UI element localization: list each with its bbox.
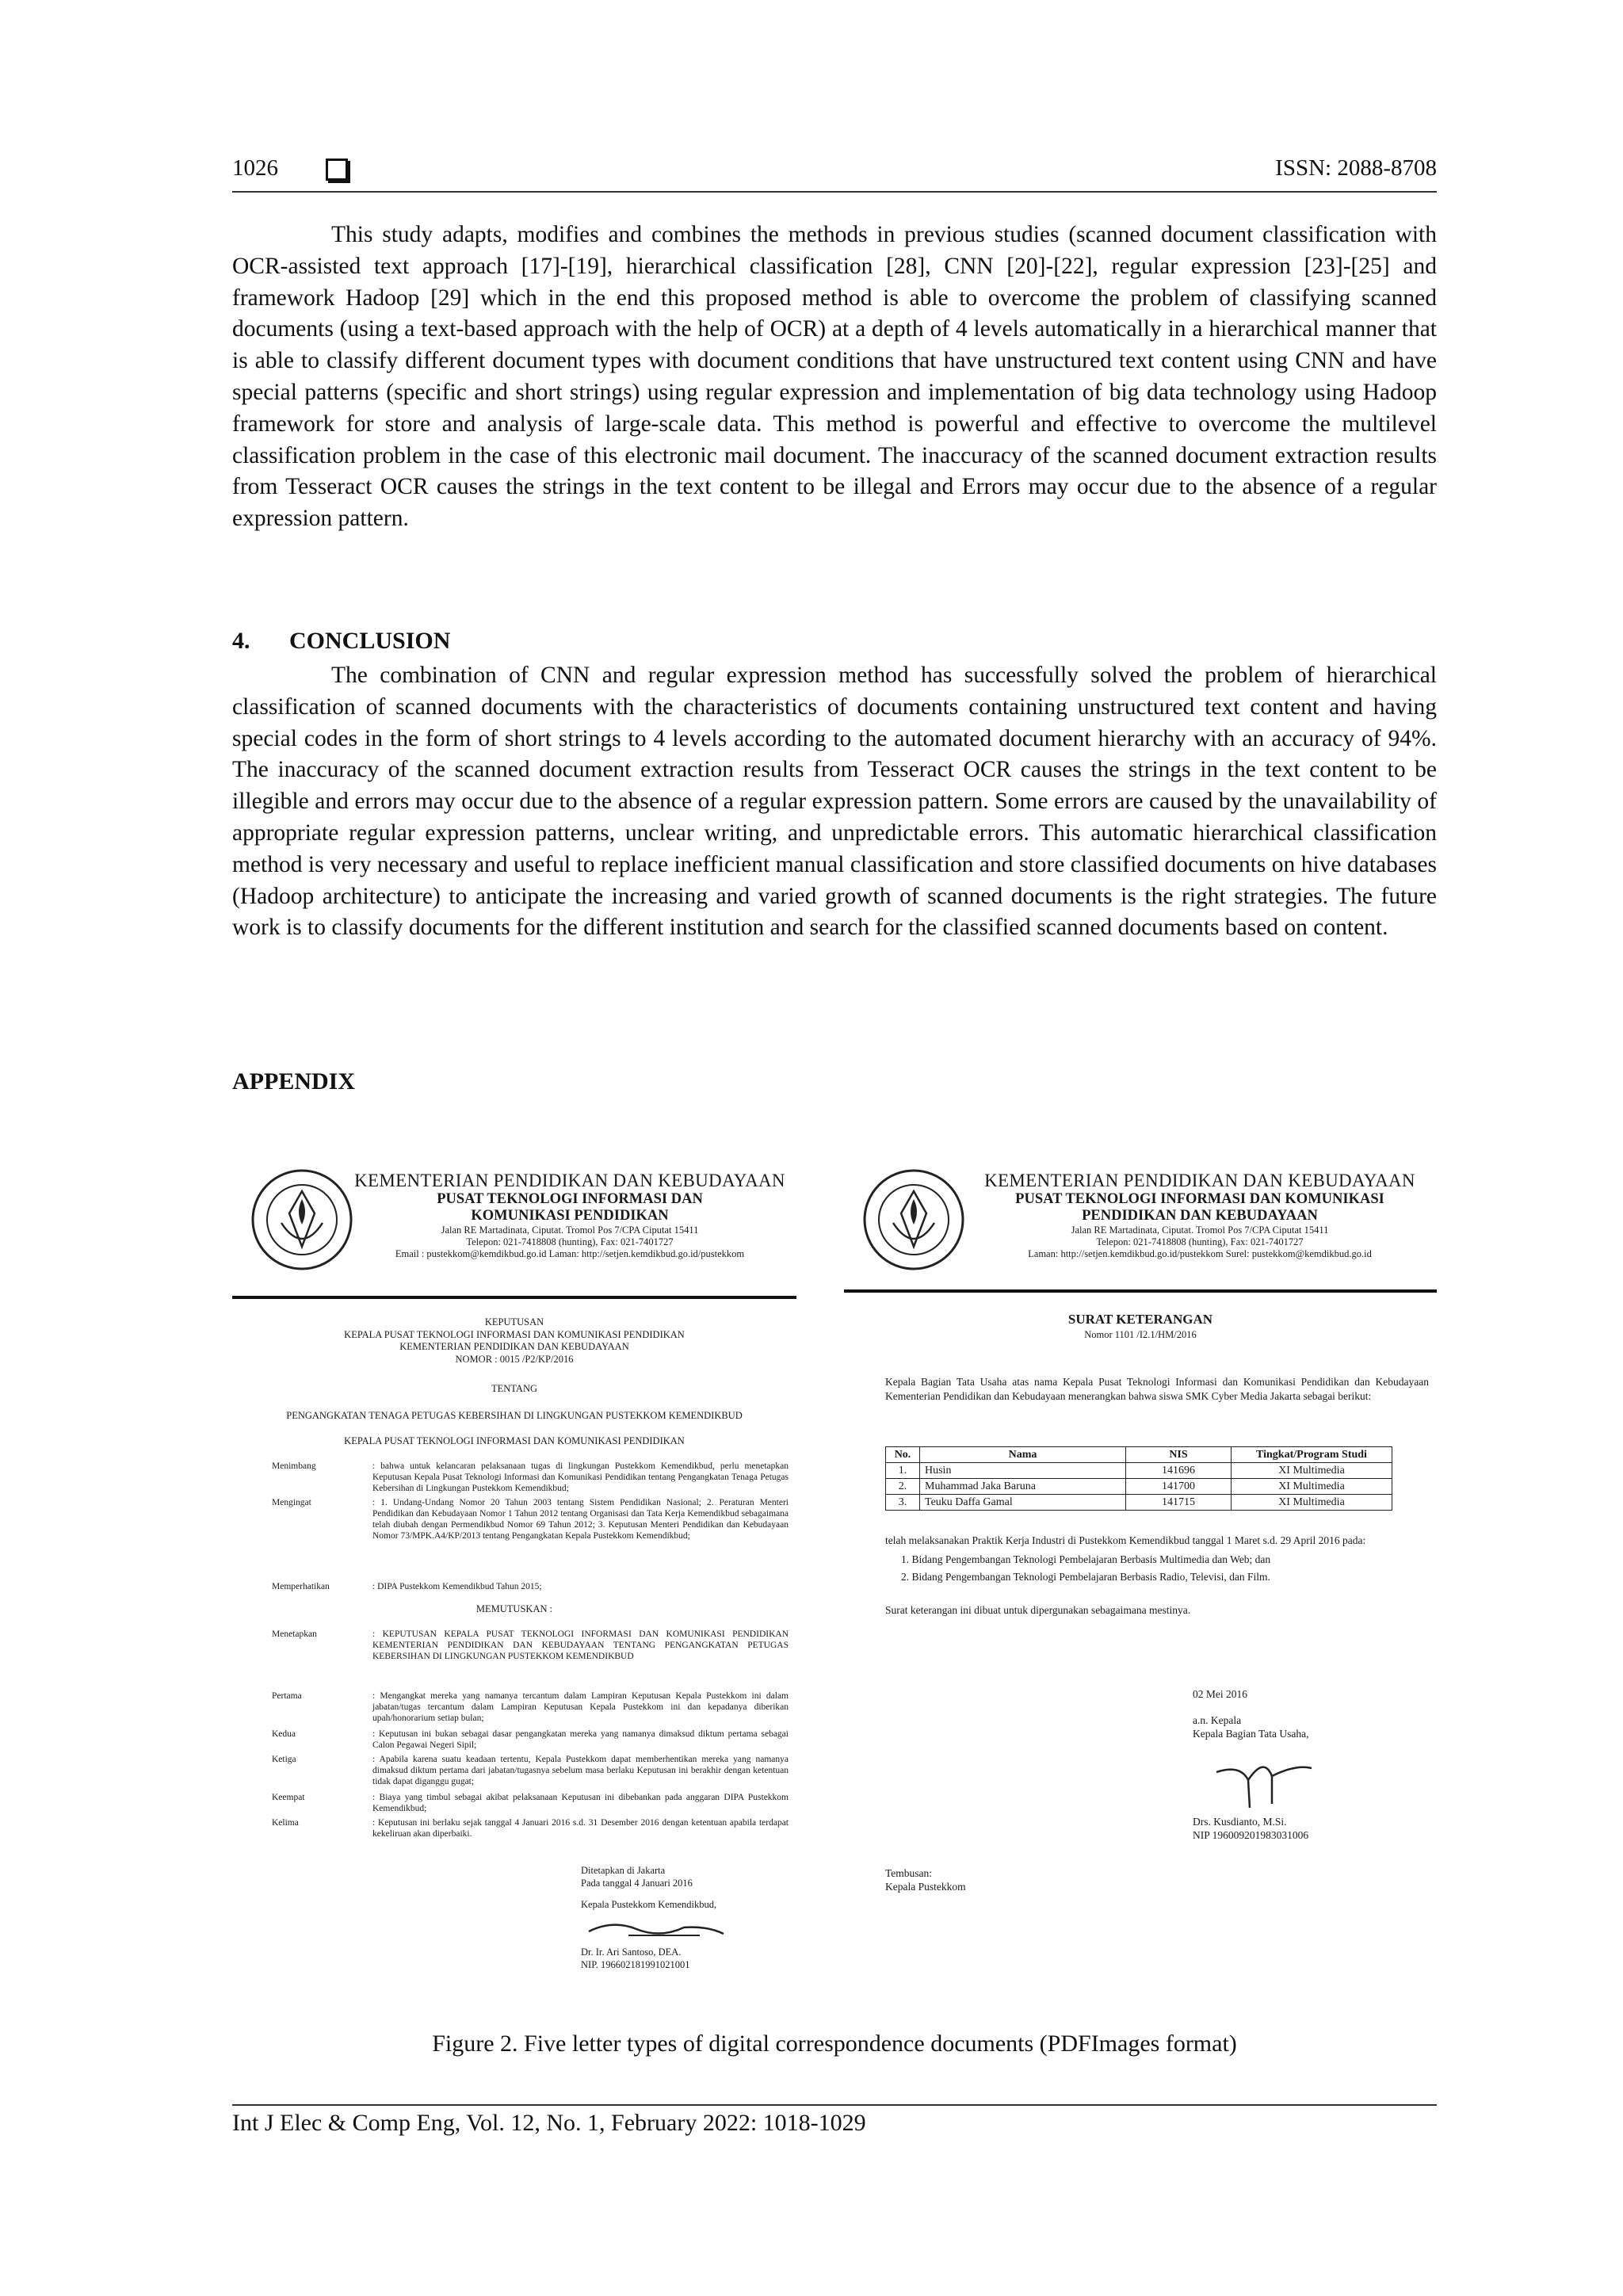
org-unit-2: KOMUNIKASI PENDIDIKAN bbox=[471, 1208, 669, 1224]
section-heading-conclusion bbox=[232, 628, 450, 655]
row-label: Mengingat bbox=[272, 1498, 311, 1507]
body-paragraph: This study adapts, modifies and combines the methods in previous studies (scanned document classification with OCR-assisted text approach [17]-[19], hierarchical classification [28], CNN [20]-[22], regular expression [23]-[25] and framework Hadoop [29] which in the end this proposed method is able to overcome the problem of classifying scanned documents (using a text-based approach with the help of OCR) at a depth of 4 levels automatically in a hierarchical manner that is able to classify different document types with document conditions that have unstructured text content using CNN and have special patterns (specific and short strings) using regular expression and implementation of big data technology using Hadoop framework for store and analysis of large-scale data. This method is powerful and effective to overcome the multilevel classification problem in the case of this electronic mail document. The inaccuracy of the scanned document extraction results from Tesseract OCR causes the strings in the text content to be illegal and Errors may occur due to the absence of a regular expression pattern. bbox=[232, 222, 1437, 532]
table-row bbox=[886, 1463, 1392, 1479]
org-web: Laman: http://setjen.kemdikbud.go.id/pustekkom Surel: pustekkom@kemdikbud.go.id bbox=[1028, 1248, 1372, 1259]
org-email: Email : pustekkom@kemdikbud.go.id Laman: http://setjen.kemdikbud.go.id/pustekkom bbox=[395, 1248, 745, 1259]
org-address: Jalan RE Martadinata, Ciputat. Tromol Pos 7/CPA Ciputat 15411 bbox=[1071, 1224, 1329, 1236]
ministry-seal-icon bbox=[861, 1167, 966, 1272]
footer-rule bbox=[232, 2104, 1437, 2106]
org-address: Jalan RE Martadinata, Ciputat. Tromol Pos 7/CPA Ciputat 15411 bbox=[441, 1224, 699, 1236]
letterhead-rule bbox=[844, 1289, 1437, 1293]
letter-keputusan bbox=[232, 1153, 796, 2009]
row-text: : Biaya yang timbul sebagai akibat pelaksanaan Keputusan ini dibebankan pada anggaran DIPA Pustekkom Kemendikbud; bbox=[372, 1793, 789, 1813]
row-text: : Mengangkat mereka yang namanya tercantum dalam Lampiran Keputusan Kepala Pustekkom ini dalam jabatan/tugas tercantum dalam Lampiran Keputusan Kepala Pustekkom ini dan kepadanya diberikan upah/honorarium setiap bulan; bbox=[372, 1691, 789, 1723]
letter-cc bbox=[885, 1866, 966, 1893]
org-ministry: KEMENTERIAN PENDIDIKAN DAN KEBUDAYAAN bbox=[984, 1171, 1415, 1190]
letter-after: telah melaksanakan Praktik Kerja Industri di Pustekkom Kemendikbud tanggal 1 Maret s.d. 29 April 2016 pada: bbox=[885, 1534, 1366, 1546]
issn: ISSN: 2088-8708 bbox=[1275, 155, 1437, 181]
decree-title bbox=[232, 1316, 796, 1366]
letter-body bbox=[885, 1534, 1429, 1618]
letter-item: 1. Bidang Pengembangan Teknologi Pembelajaran Berbasis Multimedia dan Web; dan bbox=[901, 1553, 1271, 1565]
row-text: : 1. Undang-Undang Nomor 20 Tahun 2003 tentang Sistem Pendidikan Nasional; 2. Peraturan Menteri Pendidikan dan Kebudayaan Nomor 1 Tahun 2012 tentang Organisasi dan Tata Kerja Kemendikbud sebagaimana telah diubah dengan Permendikbud Nomor 69 Tahun 2012; 3. Keputusan Menteri Pendidikan dan Kebudayaan Nomor 73/MPK.A4/KP/2013 tentang Pengangkatan Kepala Pustekkom Kemendikbud; bbox=[372, 1498, 789, 1541]
sign-date: 02 Mei 2016 bbox=[1193, 1688, 1247, 1700]
table-row bbox=[886, 1479, 1392, 1495]
page-number: 1026 bbox=[232, 155, 278, 181]
row-label: Kedua bbox=[272, 1729, 296, 1739]
cell-no: 1. bbox=[886, 1463, 920, 1479]
letter-number: Nomor 1101 /I2.1/HM/2016 bbox=[1084, 1329, 1197, 1340]
cell-program: XI Multimedia bbox=[1232, 1479, 1392, 1495]
org-ministry: KEMENTERIAN PENDIDIKAN DAN KEBUDAYAAN bbox=[354, 1171, 785, 1190]
page-footer: Int J Elec & Comp Eng, Vol. 12, No. 1, February 2022: 1018-1029 bbox=[232, 2110, 866, 2136]
row-label: Ketiga bbox=[272, 1755, 296, 1764]
table-header-row bbox=[886, 1447, 1392, 1463]
decree-number: NOMOR : 0015 /P2/KP/2016 bbox=[455, 1353, 574, 1365]
cell-name: Husin bbox=[920, 1463, 1126, 1479]
row-label: Keempat bbox=[272, 1793, 305, 1802]
letterhead-rule bbox=[232, 1296, 796, 1299]
figure-caption: Figure 2. Five letter types of digital correspondence documents (PDFImages format) bbox=[432, 2030, 1237, 2057]
section-number: 4. bbox=[232, 628, 250, 654]
cell-no: 2. bbox=[886, 1479, 920, 1495]
cc-recipient: Kepala Pustekkom bbox=[885, 1881, 966, 1893]
student-table bbox=[885, 1446, 1392, 1511]
cell-name: Muhammad Jaka Baruna bbox=[920, 1479, 1126, 1495]
conclusion-paragraph: The combination of CNN and regular expression method has successfully solved the problem of hierarchical classification of scanned documents with the characteristics of documents containing unstructured text content and having special codes in the form of short strings to 4 levels according to the automated document hierarchy with an accuracy of 94%. The inaccuracy of the scanned document extraction results from Tesseract OCR causes the strings in the text content to be illegible and errors may occur due to the absence of a regular expression pattern. Some errors are caused by the unavailability of appropriate regular expression patterns, unclear writing, and unpredictable errors. This automatic hierarchical classification method is very necessary and useful to replace inefficient manual classification and store classified documents on hive databases (Hadoop architecture) to anticipate the increasing and varied growth of scanned documents is the right strategies. The future work is to classify documents for the different institution and search for the classified scanned documents based on content. bbox=[232, 663, 1437, 941]
ministry-seal-icon bbox=[250, 1167, 354, 1272]
sign-role: Kepala Pustekkom Kemendikbud, bbox=[581, 1899, 717, 1910]
cell-nis: 141700 bbox=[1126, 1479, 1232, 1495]
th-nis: NIS bbox=[1126, 1447, 1232, 1463]
letter-title: SURAT KETERANGAN bbox=[1067, 1312, 1213, 1327]
sign-nip: NIP 196009201983031006 bbox=[1193, 1829, 1309, 1841]
row-text: : bahwa untuk kelancaran pelaksanaan tugas di lingkungan Pustekkom Kemendikbud, perlu menetapkan Keputusan Kepala Pusat Teknologi Informasi dan Komunikasi Pendidikan tentang Pengangkatan Tenaga Petugas Kebersihan di Lingkungan Pustekkom Kemendikbud; bbox=[372, 1461, 789, 1493]
org-unit: PUSAT TEKNOLOGI INFORMASI DAN bbox=[437, 1191, 703, 1207]
sign-role: Kepala Bagian Tata Usaha, bbox=[1193, 1728, 1309, 1740]
row-label: Memperhatikan bbox=[272, 1582, 330, 1591]
sign-name: Drs. Kusdianto, M.Si. bbox=[1193, 1816, 1287, 1828]
letter-closing: Surat keterangan ini dibuat untuk dipergunakan sebagaimana mestinya. bbox=[885, 1604, 1191, 1616]
row-text: : DIPA Pustekkom Kemendikbud Tahun 2015; bbox=[372, 1582, 542, 1591]
cell-nis: 141715 bbox=[1126, 1495, 1232, 1511]
cell-name: Teuku Daffa Gamal bbox=[920, 1495, 1126, 1511]
appendix-heading: APPENDIX bbox=[232, 1068, 355, 1095]
decree-decides: MEMUTUSKAN : bbox=[475, 1603, 553, 1614]
figure-letters bbox=[232, 1153, 1437, 2009]
cell-program: XI Multimedia bbox=[1232, 1495, 1392, 1511]
section-title: CONCLUSION bbox=[289, 628, 451, 654]
cell-no: 3. bbox=[886, 1495, 920, 1511]
decree-t1: KEPUTUSAN bbox=[484, 1316, 544, 1328]
sign-an: a.n. Kepala bbox=[1193, 1714, 1242, 1726]
letterhead bbox=[343, 1171, 796, 1260]
decree-t2: KEPALA PUSAT TEKNOLOGI INFORMASI DAN KOMUNIKASI PENDIDIKAN bbox=[344, 1328, 685, 1340]
row-label: Kelima bbox=[272, 1818, 299, 1828]
signature-block bbox=[581, 1865, 739, 1971]
decree-issuer: KEPALA PUSAT TEKNOLOGI INFORMASI DAN KOMUNIKASI PENDIDIKAN bbox=[344, 1435, 685, 1446]
row-label: Pertama bbox=[272, 1691, 302, 1701]
decree-about: TENTANG bbox=[491, 1383, 537, 1394]
signature-icon bbox=[1193, 1740, 1351, 1812]
cell-program: XI Multimedia bbox=[1232, 1463, 1392, 1479]
signature-block bbox=[1193, 1687, 1351, 1842]
signature-icon bbox=[581, 1912, 739, 1943]
org-phone: Telepon: 021-7418808 (hunting), Fax: 021-7401727 bbox=[466, 1236, 674, 1247]
letter-item: 2. Bidang Pengembangan Teknologi Pembelajaran Berbasis Radio, Televisi, dan Film. bbox=[901, 1571, 1270, 1583]
row-label: Menetapkan bbox=[272, 1629, 317, 1639]
row-label: Menimbang bbox=[272, 1461, 316, 1471]
th-program: Tingkat/Program Studi bbox=[1232, 1447, 1392, 1463]
sign-name: Dr. Ir. Ari Santoso, DEA. bbox=[581, 1946, 682, 1958]
page-header bbox=[232, 155, 1437, 187]
square-bullet-icon bbox=[326, 159, 348, 181]
header-rule bbox=[232, 191, 1437, 193]
letterhead bbox=[963, 1171, 1437, 1260]
org-unit-2: PENDIDIKAN DAN KEBUDAYAAN bbox=[1082, 1208, 1318, 1224]
sign-place: Ditetapkan di Jakarta bbox=[581, 1865, 666, 1876]
letter-intro: Kepala Bagian Tata Usaha atas nama Kepala Pusat Teknologi Informasi dan Komunikasi Pendidikan dan Kebudayaan Kementerian Pendidikan dan Kebudayaan menerangkan bahwa siswa SMK Cyber Media Jakarta sebagai berikut: bbox=[885, 1376, 1429, 1402]
sign-nip: NIP. 196602181991021001 bbox=[581, 1958, 690, 1970]
letter-surat-keterangan bbox=[844, 1153, 1437, 2009]
row-text: : KEPUTUSAN KEPALA PUSAT TEKNOLOGI INFORMASI DAN KOMUNIKASI PENDIDIKAN KEMENTERIAN PENDIDIKAN DAN KEBUDAYAAN TENTANG PENGANGKATAN PETUGAS KEBERSIHAN DI LINGKUNGAN PUSTEKKOM KEMENDIKBUD bbox=[372, 1629, 789, 1661]
org-unit: PUSAT TEKNOLOGI INFORMASI DAN KOMUNIKASI bbox=[1015, 1191, 1384, 1207]
row-text: : Apabila karena suatu keadaan tertentu, Kepala Pustekkom dapat memberhentikan mereka yang namanya dimaksud diktum pertama dari jabatan/tugasnya sebelum masa berlaku Keputusan ini berakhir dengan ketentuan tidak dapat diganggu gugat; bbox=[372, 1755, 789, 1786]
th-name: Nama bbox=[920, 1447, 1126, 1463]
row-text: : Keputusan ini bukan sebagai dasar pengangkatan mereka yang namanya dimaksud diktum pertama sebagai Calon Pegawai Negeri Sipil; bbox=[372, 1729, 789, 1750]
decree-t3: KEMENTERIAN PENDIDIKAN DAN KEBUDAYAAN bbox=[399, 1341, 629, 1352]
sign-date: Pada tanggal 4 Januari 2016 bbox=[581, 1877, 693, 1889]
table-row bbox=[886, 1495, 1392, 1511]
th-no: No. bbox=[886, 1447, 920, 1463]
org-phone: Telepon: 021-7418808 (hunting), Fax: 021-7401727 bbox=[1096, 1236, 1304, 1247]
decree-subject: PENGANGKATAN TENAGA PETUGAS KEBERSIHAN DI LINGKUNGAN PUSTEKKOM KEMENDIKBUD bbox=[286, 1410, 743, 1421]
row-text: : Keputusan ini berlaku sejak tanggal 4 Januari 2016 s.d. 31 Desember 2016 dengan ketentuan apabila terdapat kekeliruan akan diperbaiki. bbox=[372, 1818, 789, 1839]
cell-nis: 141696 bbox=[1126, 1463, 1232, 1479]
cc-label: Tembusan: bbox=[885, 1867, 933, 1879]
